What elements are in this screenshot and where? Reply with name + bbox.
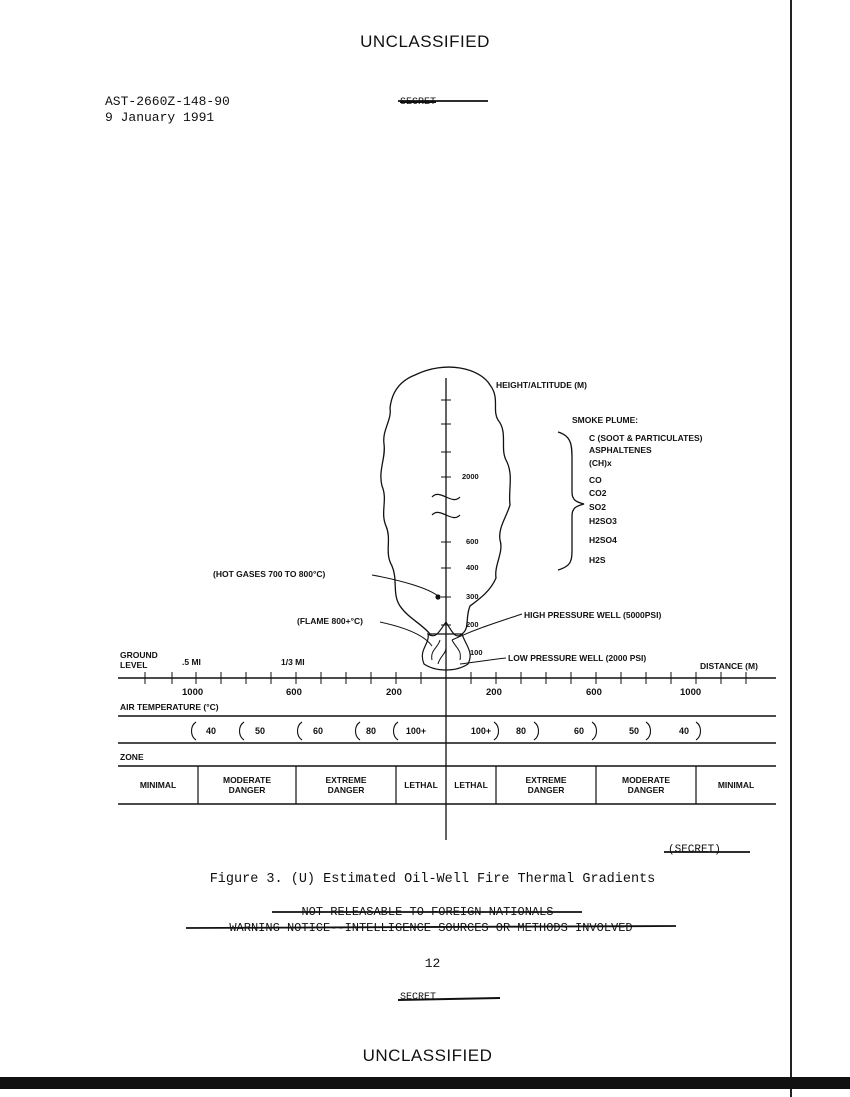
secret-paren-marking: (SECRET) bbox=[668, 844, 721, 856]
zone-cell: EXTREME DANGER bbox=[525, 775, 567, 795]
distance-tick-label: 200 bbox=[486, 687, 502, 698]
classification-bottom: UNCLASSIFIED bbox=[362, 1046, 493, 1065]
footer-secret-marking: SECRET bbox=[400, 992, 437, 1003]
air-temp-value: 50 bbox=[254, 726, 265, 736]
document-date: 9 January 1991 bbox=[105, 110, 215, 125]
height-tick-label: 300 bbox=[466, 592, 479, 601]
smoke-plume-title: SMOKE PLUME: bbox=[572, 415, 639, 425]
zone-cell: MINIMAL bbox=[717, 780, 755, 790]
low-pressure-leader bbox=[460, 658, 506, 664]
page-number: 12 bbox=[424, 956, 441, 971]
distance-axis-label: DISTANCE (M) bbox=[700, 661, 758, 671]
zone-cell: MODERATE DANGER bbox=[222, 775, 271, 795]
distance-tick-label: 600 bbox=[286, 687, 302, 698]
smoke-plume-item: SO2 bbox=[589, 502, 607, 512]
figure-caption: Figure 3. (U) Estimated Oil-Well Fire Thermal Gradients bbox=[209, 872, 656, 887]
smoke-plume-brace bbox=[558, 432, 584, 570]
smoke-plume-item: CO2 bbox=[589, 488, 607, 498]
zone-cell: LETHAL bbox=[454, 780, 488, 790]
air-temp-value: 60 bbox=[312, 726, 323, 736]
smoke-plume-item: C (SOOT & PARTICULATES) bbox=[589, 433, 703, 443]
air-temp-value: 50 bbox=[628, 726, 639, 736]
height-tick-label: 2000 bbox=[462, 472, 479, 481]
zone-label: ZONE bbox=[120, 752, 144, 762]
high-pressure-callout: HIGH PRESSURE WELL (5000PSI) bbox=[524, 610, 662, 620]
air-temp-value: 80 bbox=[515, 726, 526, 736]
releasability-warning: NOT RELEASABLE TO FOREIGN NATIONALS bbox=[301, 905, 554, 919]
zone-cell: MODERATE DANGER bbox=[621, 775, 670, 795]
classification-top: UNCLASSIFIED bbox=[360, 32, 490, 51]
hot-gases-leader bbox=[372, 575, 438, 596]
air-temp-value: 60 bbox=[573, 726, 584, 736]
height-axis-label: HEIGHT/ALTITUDE (M) bbox=[496, 380, 587, 390]
smoke-plume-item: CO bbox=[589, 475, 602, 485]
air-temperature-label: AIR TEMPERATURE (°C) bbox=[120, 702, 219, 712]
distance-tick-label: 1000 bbox=[182, 687, 204, 698]
intelligence-warning: WARNING NOTICE--INTELLIGENCE SOURCES OR METHODS INVOLVED bbox=[229, 921, 633, 935]
air-temp-value: 100+ bbox=[405, 726, 427, 736]
height-tick-label: 200 bbox=[466, 620, 479, 629]
smoke-plume-item: ASPHALTENES bbox=[589, 445, 652, 455]
ground-mark-half-mile: .5 MI bbox=[182, 657, 201, 667]
distance-tick-label: 200 bbox=[386, 687, 402, 698]
document-number: AST-2660Z-148-90 bbox=[105, 94, 230, 109]
zone-cell: EXTREME DANGER bbox=[325, 775, 367, 795]
flame-leader bbox=[380, 622, 432, 646]
height-tick-label: 400 bbox=[466, 563, 479, 572]
air-temp-value: 80 bbox=[365, 726, 376, 736]
header-secret-marking: SECRET bbox=[400, 97, 437, 108]
height-tick-label: 100 bbox=[470, 648, 483, 657]
smoke-plume-item: H2SO3 bbox=[589, 516, 617, 526]
smoke-plume-item: H2SO4 bbox=[589, 535, 617, 545]
distance-tick-label: 600 bbox=[586, 687, 602, 698]
zone-cell: MINIMAL bbox=[139, 780, 177, 790]
low-pressure-callout: LOW PRESSURE WELL (2000 PSI) bbox=[508, 653, 647, 663]
height-tick-label: 600 bbox=[466, 537, 479, 546]
air-temp-value: 40 bbox=[205, 726, 216, 736]
hot-gases-callout: (HOT GASES 700 TO 800°C) bbox=[213, 569, 326, 579]
smoke-plume-item: (CH)x bbox=[589, 458, 612, 468]
ground-mark-third-mile: 1/3 MI bbox=[281, 657, 305, 667]
ground-level-label: GROUND LEVEL bbox=[120, 650, 158, 670]
flame-callout: (FLAME 800+°C) bbox=[297, 616, 363, 626]
distance-tick-label: 1000 bbox=[680, 687, 702, 698]
air-temp-value: 40 bbox=[678, 726, 689, 736]
air-temp-value: 100+ bbox=[470, 726, 492, 736]
smoke-plume-item: H2S bbox=[589, 555, 606, 565]
zone-cell: LETHAL bbox=[404, 780, 438, 790]
